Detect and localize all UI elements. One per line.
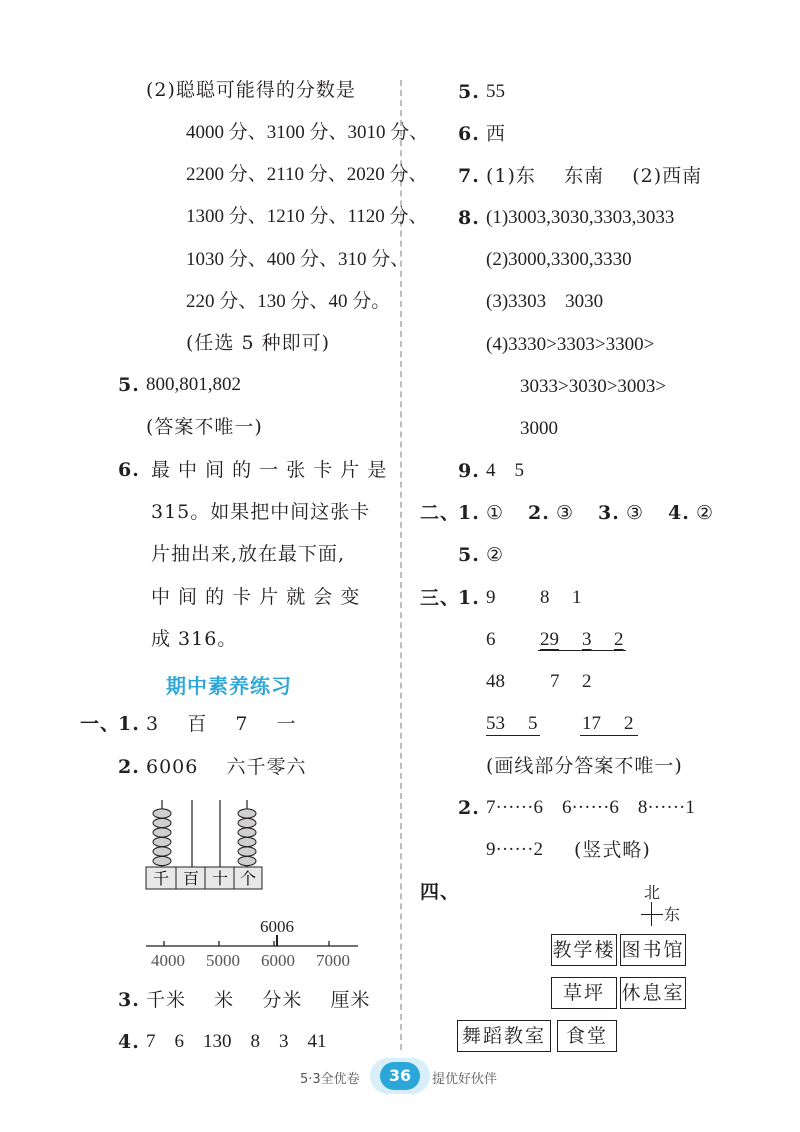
number-line	[140, 910, 370, 972]
abacus-bead	[153, 847, 171, 856]
section-title: 期中素养练习	[166, 674, 292, 698]
s2-item: 2.	[528, 502, 550, 524]
r-q8-line: (1)3003,3030,3303,3033	[486, 207, 675, 228]
abacus-beads-ones	[238, 809, 256, 866]
r-q5-number: 5.	[458, 81, 480, 103]
map-box-teaching-building: 教学楼	[551, 934, 617, 966]
s3-cell: 3	[582, 629, 592, 650]
number-line-tick-label: 5000	[206, 951, 240, 970]
q6-line: 315。如果把中间这张卡	[151, 501, 371, 523]
map-box-dance-room: 舞蹈教室	[457, 1020, 551, 1052]
r-q8-line: (4)3330>3303>3300>	[486, 334, 655, 355]
s2-item: 4.	[668, 502, 690, 524]
s2-item: ③	[556, 502, 575, 524]
s3-underline	[538, 650, 626, 651]
compass-horizontal-line	[641, 914, 663, 915]
abacus-label-one: 个	[239, 869, 257, 888]
s3-cell: 2	[614, 629, 624, 650]
s3-q1-number: 1.	[458, 587, 480, 609]
r-q9-number: 9.	[458, 460, 480, 482]
abacus-bead	[153, 828, 171, 837]
s3-q2-line2: 9······2	[486, 839, 543, 860]
q4-2-label: (2)聪聪可能得的分数是	[146, 79, 356, 101]
s1-q3-answer: 千米 米 分米 厘米	[146, 989, 371, 1011]
r-q8-line: (2)3000,3300,3330	[486, 249, 632, 270]
q4-2-line: 2200 分、2110 分、2020 分、	[186, 164, 428, 185]
s1-q4-number: 4.	[118, 1031, 140, 1053]
map-box-library: 图书馆	[620, 934, 686, 966]
r-q7-number: 7.	[458, 165, 480, 187]
r-q5-answer: 55	[486, 81, 505, 102]
section-one-marker: 一、	[80, 713, 121, 735]
compass-east-label: 东	[664, 905, 682, 924]
q6-line: 中 间 的 卡 片 就 会 变	[151, 586, 361, 608]
s1-q2-answer: 6006 六千零六	[146, 756, 307, 778]
s3-q2-note: (竖式略)	[574, 839, 651, 861]
s1-q3-number: 3.	[118, 989, 140, 1011]
r-q6-number: 6.	[458, 123, 480, 145]
s2-item: 3.	[598, 502, 620, 524]
s1-q4-answer: 7 6 130 8 3 41	[146, 1031, 327, 1052]
s3-underline	[580, 735, 638, 736]
r-q8-line: 3033>3030>3003>	[520, 376, 667, 397]
footer-slogan: 提优好伙伴	[432, 1072, 498, 1087]
s3-q1-note: (画线部分答案不唯一)	[486, 755, 683, 777]
abacus-bead	[153, 856, 171, 865]
abacus-label-ten: 十	[211, 869, 229, 888]
q4-2-line: 1300 分、1210 分、1120 分、	[186, 206, 428, 227]
s3-underline	[486, 735, 540, 736]
s3-cell: 7	[550, 671, 560, 692]
r-q8-line: (3)3303 3030	[486, 291, 604, 312]
r-q9-answer: 4 5	[486, 460, 524, 481]
page-number: 36	[380, 1062, 420, 1090]
q5-number: 5.	[118, 374, 140, 396]
q6-line: 成 316。	[151, 628, 238, 650]
q6-line: 片抽出来,放在最下面,	[151, 543, 346, 565]
s3-cell: 2	[624, 713, 634, 734]
s3-cell: 6	[486, 629, 496, 650]
s3-q2-number: 2.	[458, 797, 480, 819]
s3-cell: 17	[582, 713, 601, 734]
map-box-lounge: 休息室	[620, 977, 686, 1009]
abacus-figure	[140, 795, 270, 895]
s2-item: ②	[486, 544, 505, 566]
s3-cell: 5	[528, 713, 538, 734]
s3-cell: 8	[540, 587, 550, 608]
q4-2-line: 220 分、130 分、40 分。	[186, 291, 391, 312]
map-box-canteen: 食堂	[557, 1020, 617, 1052]
abacus-bead	[238, 847, 256, 856]
section-three-marker: 三、	[420, 587, 461, 609]
q4-2-line: 1030 分、400 分、310 分、	[186, 249, 410, 270]
abacus-bead	[153, 818, 171, 827]
section-four-marker: 四、	[420, 881, 461, 903]
footer-brand: 5·3全优卷	[300, 1072, 360, 1087]
number-line-tick-label: 6000	[261, 951, 295, 970]
compass-north-label: 北	[644, 883, 662, 902]
abacus-bead	[238, 856, 256, 865]
s3-cell: 2	[582, 671, 592, 692]
q5-answer: 800,801,802	[146, 374, 241, 395]
abacus-bead	[238, 837, 256, 846]
q6-number: 6.	[118, 459, 140, 481]
abacus-bead	[153, 837, 171, 846]
map-box-lawn: 草坪	[551, 977, 617, 1009]
abacus-bead	[238, 809, 256, 818]
r-q7-answer: (1)东 东南 (2)西南	[486, 165, 703, 187]
s3-cell: 48	[486, 671, 505, 692]
q5-note: (答案不唯一)	[146, 416, 263, 438]
s3-cell: 29	[540, 629, 559, 650]
number-line-marked-label: 6006	[260, 917, 294, 936]
number-line-tick-label: 4000	[151, 951, 185, 970]
s3-q2-line1: 7······6 6······6 8······1	[486, 797, 695, 818]
s2-item: 1.	[458, 502, 480, 524]
abacus-label-hundred: 百	[182, 869, 200, 888]
q4-2-note: (任选 5 种即可)	[186, 332, 330, 354]
s3-cell: 1	[572, 587, 582, 608]
abacus-beads-thousand	[153, 809, 171, 866]
q4-2-line: 4000 分、3100 分、3010 分、	[186, 122, 429, 143]
s1-q2-number: 2.	[118, 756, 140, 778]
abacus-bead	[238, 818, 256, 827]
section-two-marker: 二、	[420, 502, 461, 524]
q6-line: 最 中 间 的 一 张 卡 片 是	[151, 459, 388, 481]
r-q8-number: 8.	[458, 207, 480, 229]
s2-item: ①	[486, 502, 505, 524]
s2-item: ③	[626, 502, 645, 524]
abacus-label-thousand: 千	[152, 869, 170, 888]
r-q6-answer: 西	[486, 123, 507, 145]
s3-cell: 9	[486, 587, 496, 608]
s1-q1-number: 1.	[118, 713, 140, 735]
s2-item: ②	[696, 502, 715, 524]
s3-cell: 53	[486, 713, 505, 734]
abacus-bead	[153, 809, 171, 818]
number-line-tick-label: 7000	[316, 951, 350, 970]
r-q8-line: 3000	[520, 418, 558, 439]
abacus-bead	[238, 828, 256, 837]
s1-q1-answer: 3 百 7 一	[146, 713, 297, 735]
s2-item: 5.	[458, 544, 480, 566]
